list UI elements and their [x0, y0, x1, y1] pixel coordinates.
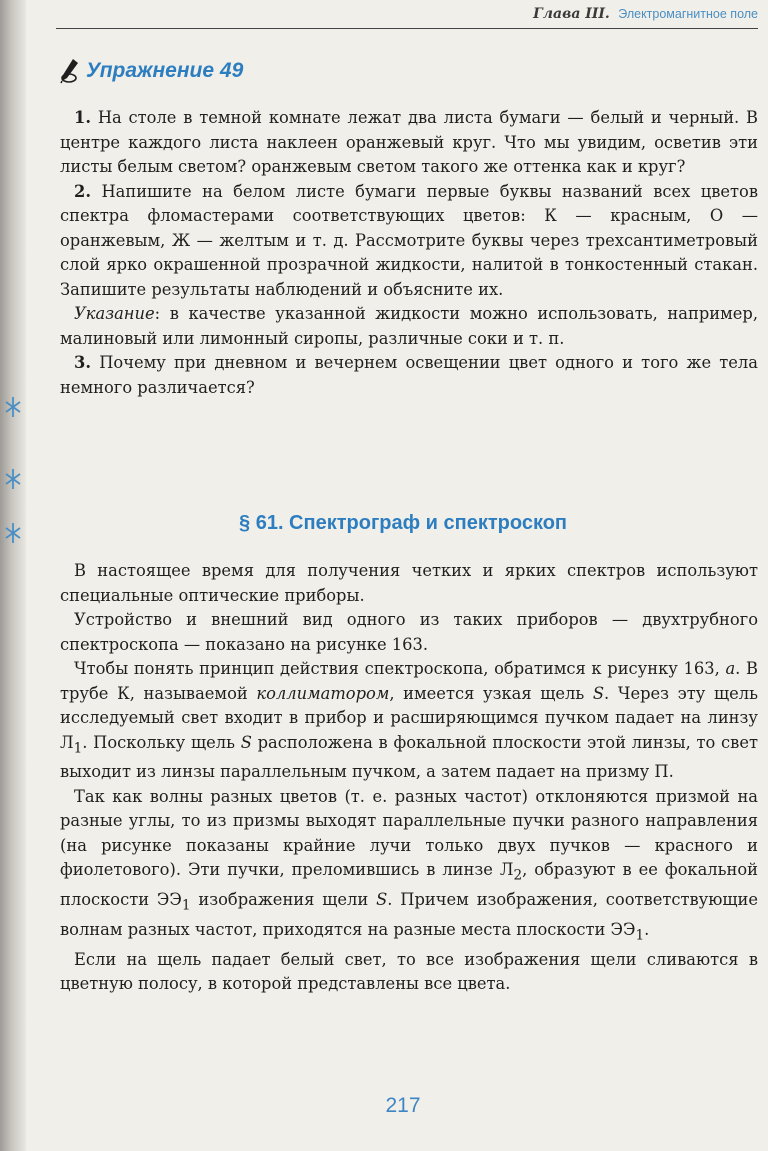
term-collimator: коллиматором — [256, 683, 390, 703]
text-run: . Причем изображения, соответствующие волнам разных частот, приходятся на разные места плоскости ЭЭ — [60, 890, 758, 939]
hint-text: : в качестве указанной жидкости можно использовать, например, малиновый или лимонный сиропы, различные соки и т. п. — [60, 304, 758, 348]
symbol-s: S — [376, 890, 388, 909]
question-number: 3. — [74, 353, 91, 372]
text-run: . Через эту щель исследуемый свет входит в прибор и расширяющимся пучком падает на линзу Л — [60, 683, 758, 752]
subscript: 1 — [635, 927, 645, 943]
text-run: Так как волны разных цветов (т. е. разных частот) отклоняются призмой на разные углы, то из призмы выходят параллельные пучки разного направления (на рисунке показаны крайние лучи только двух пучков — красного и фиолетового). Эти пучки, преломившись в линзе Л — [60, 786, 758, 880]
text-run: , имеется узкая щель — [389, 683, 593, 703]
text-run: . В трубе К, называемой — [60, 659, 758, 703]
question-text: Напишите на белом листе бумаги первые буквы названий всех цветов спектра фломастерами соответствующих цветов: К — красным, О — оранжевым, Ж — желтым и т. д. Рассмотрите буквы через трехсантиметровый слой ярко окрашенной прозрачной жидкости, налитой в тонкостенный стакан. Запишите результаты наблюдений и объясните их. — [60, 181, 758, 299]
subscript: 1 — [73, 739, 83, 756]
subscript: 1 — [181, 897, 191, 914]
hint-label: Указание — [74, 304, 155, 323]
paragraph-4 — [60, 785, 758, 948]
question-text: Почему при дневном и вечернем освещении цвет одного и того же тела немного различается? — [60, 353, 758, 397]
hint-paragraph — [60, 302, 758, 351]
page-number: 217 — [385, 1094, 421, 1117]
paragraph-2: Устройство и внешний вид одного из таких приборов — двухтрубного спектроскопа — показано на рисунке 163. — [60, 610, 758, 654]
chapter-section-label: Электромагнитное поле — [618, 7, 758, 21]
textbook-page — [48, 0, 758, 1151]
text-run: Чтобы понять принцип действия спектроскопа, обратимся к рисунку 163, — [74, 659, 726, 678]
question-number: 2. — [74, 181, 91, 201]
text-run: . — [644, 919, 650, 939]
margin-snowflake-icon — [4, 468, 22, 490]
text-run: , образуют в ее фокальной плоскости ЭЭ — [60, 860, 758, 909]
question-text: На столе в темной комнате лежат два листа бумаги — белый и черный. В центре каждого листа наклеен оранжевый круг. Что мы увидим, осветив эти листы белым светом? оранжевым светом такого же оттенка как и круг? — [60, 108, 758, 176]
paragraph-3 — [60, 657, 758, 785]
book-spine-shadow — [0, 0, 26, 1151]
question-number: 1. — [74, 108, 91, 127]
text-run: расположена в фокальной плоскости этой линзы, то свет выходит из линзы параллельным пучком, а затем падает на призму П. — [60, 732, 758, 782]
section-body — [60, 559, 758, 997]
exercise-title: Упражнение 49 — [86, 59, 244, 82]
text-run: . Поскольку щель — [82, 732, 241, 752]
exercise-body — [60, 106, 758, 400]
symbol-s: S — [592, 683, 605, 703]
pencil-icon — [60, 58, 80, 84]
subscript: 2 — [513, 867, 523, 884]
question-3 — [60, 351, 758, 400]
section-heading: § 61. Спектрограф и спектроскоп — [239, 512, 567, 534]
symbol-s: S — [240, 732, 252, 752]
chapter-label: Глава III. — [533, 6, 610, 22]
figure-letter: а — [725, 659, 736, 678]
question-2 — [60, 180, 758, 303]
margin-snowflake-icon — [4, 396, 22, 418]
text-run: изображения щели — [190, 890, 377, 909]
paragraph-5: Если на щель падает белый свет, то все изображения щели сливаются в цветную полосу, в которой представлены все цвета. — [60, 949, 758, 993]
margin-snowflake-icon — [4, 522, 22, 544]
question-1 — [60, 106, 758, 180]
header-divider — [56, 28, 758, 29]
exercise-heading — [60, 58, 243, 84]
paragraph-1: В настоящее время для получения четких и ярких спектров используют специальные оптические приборы. — [60, 561, 758, 605]
running-header — [533, 6, 758, 22]
